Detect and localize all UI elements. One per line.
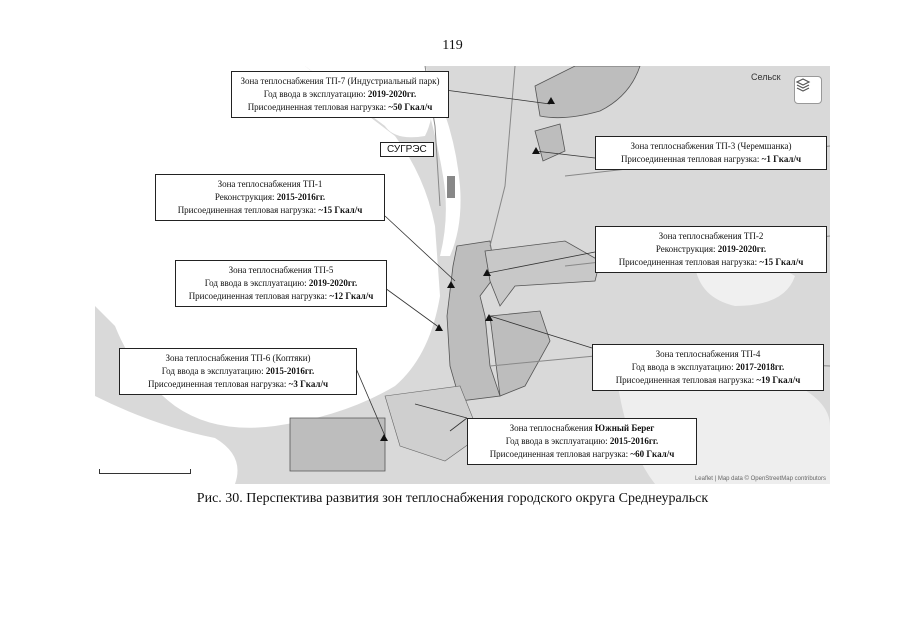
- callout-tp6-load: Присоединенная тепловая нагрузка: ~3 Гкал/ч: [147, 379, 329, 389]
- callout-tp7-title: Зона теплоснабжения ТП-7 (Индустриальный парк): [240, 76, 440, 86]
- callout-tp6: [119, 348, 357, 395]
- callout-tp7-year: Год ввода в эксплуатацию: 2019-2020гг.: [263, 89, 417, 99]
- callout-tp4-load: Присоединенная тепловая нагрузка: ~19 Гкал/ч: [615, 375, 801, 385]
- callout-tp2-reconstruction: Реконструкция: 2019-2020гг.: [655, 244, 767, 254]
- map[interactable]: [95, 66, 830, 484]
- callout-tp3-title: Зона теплоснабжения ТП-3 (Черемшанка): [630, 141, 792, 151]
- callout-yb-title: Зона теплоснабжения Южный Берег: [509, 423, 655, 433]
- callout-tp6-title: Зона теплоснабжения ТП-6 (Коптяки): [165, 353, 311, 363]
- zone-tp1: [447, 176, 455, 198]
- map-attribution[interactable]: Leaflet | Map data © OpenStreetMap contributors: [694, 476, 826, 482]
- label-sugres: СУГРЭС: [380, 142, 434, 157]
- callout-tp1: [155, 174, 385, 221]
- callout-tp7-load: Присоединенная тепловая нагрузка: ~50 Гкал/ч: [247, 102, 433, 112]
- callout-tp1-title: Зона теплоснабжения ТП-1: [217, 179, 323, 189]
- callout-tp5-load: Присоединенная тепловая нагрузка: ~12 Гкал/ч: [188, 291, 374, 301]
- callout-tp2-title: Зона теплоснабжения ТП-2: [658, 231, 764, 241]
- zone-tp6: [290, 418, 385, 471]
- callout-tp1-reconstruction: Реконструкция: 2015-2016гг.: [214, 192, 326, 202]
- callout-tp5-year: Год ввода в эксплуатацию: 2019-2020гг.: [204, 278, 358, 288]
- callout-tp2-load: Присоединенная тепловая нагрузка: ~15 Гкал/ч: [618, 257, 804, 267]
- callout-tp6-year: Год ввода в эксплуатацию: 2015-2016гг.: [161, 366, 315, 376]
- callout-tp5-title: Зона теплоснабжения ТП-5: [228, 265, 334, 275]
- callout-tp4-title: Зона теплоснабжения ТП-4: [655, 349, 761, 359]
- figure-caption: Рис. 30. Перспектива развития зон теплоснабжения городского округа Среднеуральск: [196, 491, 709, 506]
- callout-yb: [467, 418, 697, 465]
- layers-button[interactable]: [794, 76, 822, 104]
- callout-tp1-load: Присоединенная тепловая нагрузка: ~15 Гкал/ч: [177, 205, 363, 215]
- callout-yb-year: Год ввода в эксплуатацию: 2015-2016гг.: [505, 436, 659, 446]
- callout-tp2: [595, 226, 827, 273]
- scale-bar: [99, 469, 191, 474]
- callout-tp7: [231, 71, 449, 118]
- layers-icon: [795, 77, 811, 93]
- callout-tp4-year: Год ввода в эксплуатацию: 2017-2018гг.: [631, 362, 785, 372]
- callout-tp3-load: Присоединенная тепловая нагрузка: ~1 Гкал/ч: [620, 154, 802, 164]
- callout-tp4: [592, 344, 824, 391]
- page-number: 119: [442, 38, 463, 53]
- callout-tp5: [175, 260, 387, 307]
- callout-yb-load: Присоединенная тепловая нагрузка: ~60 Гкал/ч: [489, 449, 675, 459]
- place-label: Сельск: [751, 72, 781, 82]
- callout-tp3: [595, 136, 827, 170]
